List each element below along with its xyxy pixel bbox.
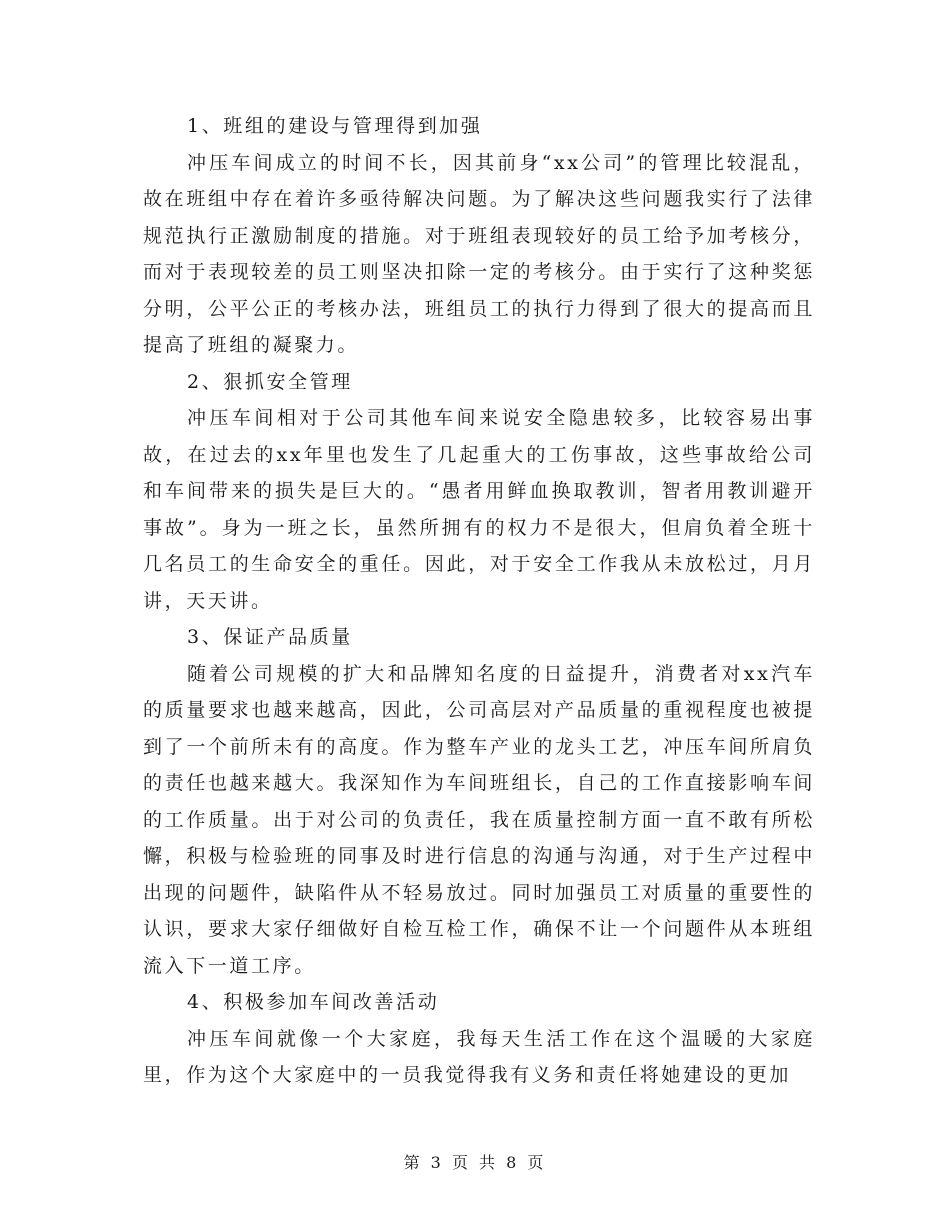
section-heading-1: 1、班组的建设与管理得到加强 <box>187 115 483 137</box>
section-heading-2: 2、狠抓安全管理 <box>187 370 353 393</box>
page-number-footer: 第 3 页 共 8 页 <box>403 1153 547 1172</box>
document-body <box>143 108 815 1094</box>
section-paragraph-2: 冲压车间相对于公司其他车间来说安全隐患较多，比较容易出事故，在过去的xx年里也发生了几起重大的工伤事故，这些事故给公司和车间带来的损失是巨大的。“愚者用鲜血换取教训，智者用教训避开事故”。身为一班之长，虽然所拥有的权力不是很大，但肩负着全班十几名员工的生命安全的重任。因此，对于安全工作我从未放松过，月月讲，天天讲。 <box>143 407 815 612</box>
section-paragraph-3: 随着公司规模的扩大和品牌知名度的日益提升，消费者对xx汽车的质量要求也越来越高，因此，公司高层对产品质量的重视程度也被提到了一个前所未有的高度。作为整车产业的龙头工艺，冲压车间所肩负的责任也越来越大。我深知作为车间班组长，自己的工作直接影响车间的工作质量。出于对公司的负责任，我在质量控制方面一直不敢有所松懈，积极与检验班的同事及时进行信息的沟通与沟通，对于生产过程中出现的问题件，缺陷件从不轻易放过。同时加强员工对质量的重要性的认识，要求大家仔细做好自检互检工作，确保不让一个问题件从本班组流入下一道工序。 <box>143 662 815 977</box>
section-heading-4: 4、积极参加车间改善活动 <box>187 991 440 1013</box>
section-heading-3: 3、保证产品质量 <box>187 626 353 648</box>
section-paragraph-4: 冲压车间就像一个大家庭，我每天生活工作在这个温暖的大家庭里，作为这个大家庭中的一员我觉得我有义务和责任将她建设的更加 <box>143 1027 815 1086</box>
section-paragraph-1: 冲压车间成立的时间不长，因其前身“xx公司”的管理比较混乱，故在班组中存在着许多亟待解决问题。为了解决这些问题我实行了法律规范执行正激励制度的措施。对于班组表现较好的员工给予加考核分，而对于表现较差的员工则坚决扣除一定的考核分。由于实行了这种奖惩分明，公平公正的考核办法，班组员工的执行力得到了很大的提高而且提高了班组的凝聚力。 <box>143 151 815 356</box>
